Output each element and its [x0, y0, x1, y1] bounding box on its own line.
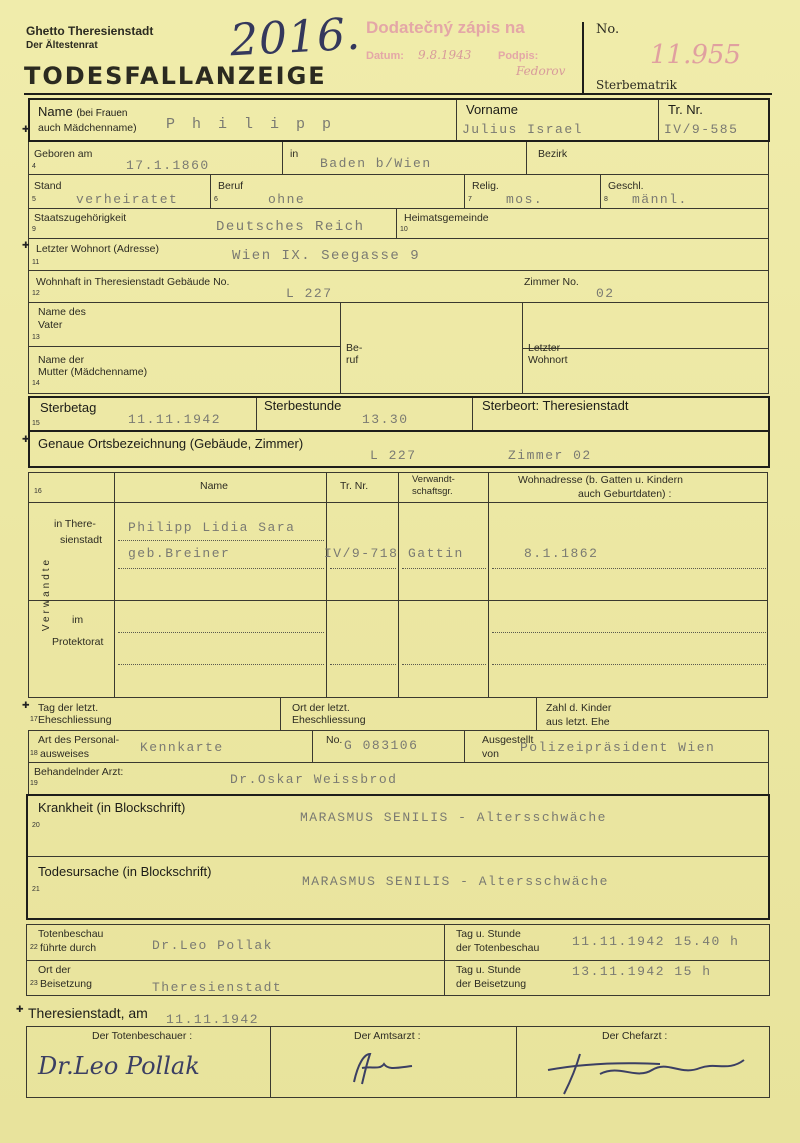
marriage-divider-2	[536, 698, 537, 730]
hole-mark: ✚	[22, 124, 30, 134]
field-num-20: 20	[32, 822, 40, 829]
burial-mid-rule	[26, 960, 770, 961]
born-date-value: 17.1.1860	[126, 158, 210, 173]
born-divider-2	[526, 142, 527, 174]
dot-line	[402, 568, 486, 569]
parents-bottom-rule	[28, 393, 768, 394]
bezirk-label: Bezirk	[538, 148, 568, 160]
id-no-label: No.	[326, 734, 343, 746]
dot-line	[118, 540, 324, 541]
id-left	[28, 730, 29, 794]
sig-beschauer-label: Der Totenbeschauer :	[92, 1030, 193, 1042]
mutter-label-1: Name der	[38, 354, 85, 366]
geschl-label: Geschl.	[608, 180, 644, 192]
rel-prot-label-1: im	[72, 614, 84, 626]
eltern-wohnort-1: Letzter	[528, 342, 561, 354]
marriage-ort-label-1: Ort der letzt.	[292, 702, 350, 714]
beisetzung-time-label-2: der Beisetzung	[456, 978, 527, 990]
surname-value: P h i l i p p	[166, 116, 336, 133]
rel-side-label: Verwandte	[41, 556, 53, 632]
death-hour-value: 13.30	[362, 412, 409, 427]
doctor-label: Behandelnder Arzt:	[34, 766, 124, 778]
field-num-11: 11	[32, 259, 40, 266]
rel-row-name-2: geb.Breiner	[128, 546, 231, 561]
vater-label-2: Vater	[38, 319, 63, 331]
name-label	[38, 104, 127, 121]
grid-right	[768, 142, 769, 394]
born-divider-1	[282, 142, 283, 174]
relig-divider	[464, 174, 465, 208]
cause-value: MARASMUS SENILIS - Altersschwäche	[302, 874, 609, 889]
rel-row-addr-2: 8.1.1862	[524, 546, 599, 561]
cause-mid-rule	[28, 856, 768, 857]
trnr-value: IV/9-585	[664, 122, 739, 137]
rel-col-4	[488, 472, 489, 698]
death-day-label: Sterbetag	[40, 400, 97, 415]
dot-line	[330, 568, 396, 569]
org-council: Der Ältestenrat	[26, 40, 98, 51]
id-aus-label-1: Ausgestellt	[482, 734, 534, 746]
field-num-22: 22	[30, 944, 38, 951]
dot-line	[402, 664, 486, 665]
staat-label: Staatszugehörigkeit	[34, 212, 127, 224]
eltern-beruf-2: ruf	[346, 354, 359, 366]
ghetto-address-label: Wohnhaft in Theresienstadt Gebäude No.	[36, 276, 230, 288]
field-num-12: 12	[32, 290, 40, 297]
marriage-bottom-rule	[28, 730, 768, 731]
zimmer-value: 02	[596, 286, 615, 301]
marriage-divider-1	[280, 698, 281, 730]
rel-prot-label-2: Protektorat	[52, 636, 104, 648]
stand-divider	[210, 174, 211, 208]
rel-col-verw-1: Verwandt-	[412, 474, 455, 485]
heimat-label: Heimatsgemeinde	[404, 212, 489, 224]
sig-chefarzt-label: Der Chefarzt :	[602, 1030, 668, 1042]
place-date-value: 11.11.1942	[166, 1012, 260, 1027]
dot-line	[492, 632, 766, 633]
name-label-main: Name	[38, 104, 73, 119]
id-right	[768, 730, 769, 794]
geschl-value: männl.	[632, 192, 688, 207]
row-rule-1	[28, 174, 768, 175]
rel-col-1	[114, 472, 115, 698]
stamp-sign-label: Podpis:	[498, 50, 539, 62]
id-divider-1	[312, 730, 313, 762]
field-num-10: 10	[400, 226, 408, 233]
signature-amtsarzt	[340, 1046, 440, 1090]
hole-mark: ✚	[22, 700, 30, 710]
zimmer-label: Zimmer No.	[524, 276, 579, 288]
beschau-label-2: führte durch	[40, 942, 97, 954]
name-divider-1	[456, 100, 457, 140]
hole-mark: ✚	[22, 434, 30, 444]
beschau-time-label-2: der Totenbeschau	[456, 942, 540, 954]
beisetzung-ort-label-1: Ort der	[38, 964, 71, 976]
field-num-13: 13	[32, 334, 40, 341]
exact-room-value: Zimmer 02	[508, 448, 592, 463]
field-num-8: 8	[604, 196, 608, 203]
signature-divider-2	[516, 1026, 517, 1098]
stand-label: Stand	[34, 180, 62, 192]
field-num-9: 9	[32, 226, 36, 233]
rel-col-trnr: Tr. Nr.	[340, 480, 369, 492]
beisetzung-time-value: 13.11.1942 15 h	[572, 964, 712, 979]
field-num-23: 23	[30, 980, 38, 987]
page-title: TODESFALLANZEIGE	[24, 62, 327, 90]
rel-col-3	[398, 472, 399, 698]
rel-in-label-2: sienstadt	[60, 534, 103, 546]
exact-building-value: L 227	[370, 448, 417, 463]
beisetzung-ort-label-2: Beisetzung	[40, 978, 92, 990]
heimat-divider	[396, 208, 397, 238]
rel-row-name-1: Philipp Lidia Sara	[128, 520, 296, 535]
staat-value: Deutsches Reich	[216, 219, 365, 235]
field-num-7: 7	[468, 196, 472, 203]
register-number: 11.955	[650, 40, 741, 70]
header-rule	[24, 93, 772, 95]
rel-col-verw-2: schaftsgr.	[412, 486, 453, 497]
rel-col-name: Name	[200, 480, 229, 492]
relatives-mid-rule	[28, 600, 768, 601]
eltern-wohnort-2: Wohnort	[528, 354, 568, 366]
beisetzung-ort-value: Theresienstadt	[152, 980, 283, 995]
rel-col-2	[326, 472, 327, 698]
marriage-tag-label-1: Tag der letzt.	[38, 702, 99, 714]
name-label-small: (bei Frauen	[76, 108, 128, 119]
grid-left	[28, 142, 29, 394]
field-num-21: 21	[32, 886, 40, 893]
dot-line	[492, 568, 766, 569]
death-divider-2	[472, 398, 473, 430]
field-num-18: 18	[30, 750, 38, 757]
rel-in-label-1: in There-	[54, 518, 96, 530]
exact-location-label: Genaue Ortsbezeichnung (Gebäude, Zimmer)	[38, 436, 304, 451]
gebaeude-value: L 227	[286, 286, 333, 301]
dot-line	[330, 664, 396, 665]
children-label-2: aus letzt. Ehe	[546, 716, 610, 728]
row-rule-3	[28, 238, 768, 239]
geschl-divider	[600, 174, 601, 208]
header-divider	[582, 22, 584, 94]
beruf-label: Beruf	[218, 180, 244, 192]
hole-mark: ✚	[16, 1004, 24, 1014]
name-label-2: auch Mädchenname)	[38, 122, 137, 134]
org-name: Ghetto Theresienstadt	[26, 24, 154, 38]
wohnort-label: Letzter Wohnort (Adresse)	[36, 243, 159, 255]
rel-col-addr-2: auch Geburtdaten) :	[578, 488, 672, 500]
rel-row-trnr-2: IV/9-718	[324, 546, 399, 561]
mutter-label-2: Mutter (Mädchenname)	[38, 366, 148, 378]
cause-label: Todesursache (in Blockschrift)	[38, 864, 212, 879]
field-num-6: 6	[214, 196, 218, 203]
id-no-value: G 083106	[344, 738, 419, 753]
born-place-value: Baden b/Wien	[320, 156, 432, 171]
id-bottom-rule	[28, 762, 768, 763]
trnr-label: Tr. Nr.	[668, 102, 703, 117]
parents-mid-rule	[28, 346, 340, 347]
field-num-4: 4	[32, 163, 36, 170]
stamp-date-value: 9.8.1943	[418, 48, 472, 62]
death-divider-1	[256, 398, 257, 430]
signature-chefarzt	[540, 1040, 760, 1104]
no-label: No.	[596, 22, 620, 37]
field-num-16: 16	[34, 488, 42, 495]
signature-beschauer: Dr.Leo Pollak	[38, 1052, 200, 1080]
vater-label-1: Name des	[38, 306, 86, 318]
id-art-label-1: Art des Personal-	[38, 734, 120, 746]
illness-label: Krankheit (in Blockschrift)	[38, 800, 186, 815]
born-in-label: in	[290, 148, 299, 160]
beisetzung-time-label-1: Tag u. Stunde	[456, 964, 521, 976]
field-num-17: 17	[30, 716, 38, 723]
burial-divider	[444, 924, 445, 996]
wohnort-value: Wien IX. Seegasse 9	[232, 248, 421, 264]
dot-line	[118, 664, 324, 665]
name-divider-2	[658, 100, 659, 140]
death-place-label: Sterbeort: Theresienstadt	[482, 398, 629, 413]
row-rule-5	[28, 302, 768, 303]
place-date-label: Theresienstadt, am	[28, 1005, 148, 1021]
matrik-label: Sterbematrik	[596, 78, 677, 92]
dot-line	[492, 664, 766, 665]
dot-line	[118, 568, 324, 569]
stamp-date-label: Datum:	[366, 50, 404, 62]
id-aus-label-2: von	[482, 748, 499, 760]
children-label-1: Zahl d. Kinder	[546, 702, 612, 714]
id-art-label-2: ausweises	[40, 748, 90, 760]
stamp-text: Dodatečný zápis na	[366, 18, 525, 37]
id-art-value: Kennkarte	[140, 740, 224, 755]
vorname-label: Vorname	[466, 102, 519, 117]
field-num-14: 14	[32, 380, 40, 387]
beschau-time-label-1: Tag u. Stunde	[456, 928, 521, 940]
stand-value: verheiratet	[76, 192, 179, 207]
id-aus-value: Polizeipräsident Wien	[520, 740, 716, 755]
handwritten-number: 2016.	[228, 8, 363, 67]
born-label: Geboren am	[34, 148, 93, 160]
rel-row-rel-2: Gattin	[408, 546, 464, 561]
rel-col-addr-1: Wohnadresse (b. Gatten u. Kindern	[518, 474, 683, 486]
marriage-ort-label-2: Eheschliessung	[292, 714, 366, 726]
vorname-value: Julius Israel	[462, 122, 583, 137]
doctor-value: Dr.Oskar Weissbrod	[230, 772, 398, 787]
field-num-15: 15	[32, 420, 40, 427]
death-day-value: 11.11.1942	[128, 412, 222, 427]
death-hour-label: Sterbestunde	[264, 398, 342, 413]
relig-label: Relig.	[472, 180, 499, 192]
sig-amtsarzt-label: Der Amtsarzt :	[354, 1030, 421, 1042]
parents-divider-1	[340, 302, 341, 394]
field-num-5: 5	[32, 196, 36, 203]
beschau-time-value: 11.11.1942 15.40 h	[572, 934, 740, 949]
stamp-signature: Fedorov	[516, 64, 566, 78]
field-num-19: 19	[30, 780, 38, 787]
beruf-value: ohne	[268, 192, 306, 207]
beschau-label-1: Totenbeschau	[38, 928, 104, 940]
row-rule-4	[28, 270, 768, 271]
signature-divider-1	[270, 1026, 271, 1098]
beschau-value: Dr.Leo Pollak	[152, 938, 273, 953]
illness-value: MARASMUS SENILIS - Altersschwäche	[300, 810, 607, 825]
id-divider-2	[464, 730, 465, 762]
eltern-beruf-1: Be-	[346, 342, 363, 354]
row-rule-2	[28, 208, 768, 209]
dot-line	[118, 632, 324, 633]
hole-mark: ✚	[22, 240, 30, 250]
relig-value: mos.	[506, 192, 544, 207]
marriage-tag-label-2: Eheschliessung	[38, 714, 112, 726]
